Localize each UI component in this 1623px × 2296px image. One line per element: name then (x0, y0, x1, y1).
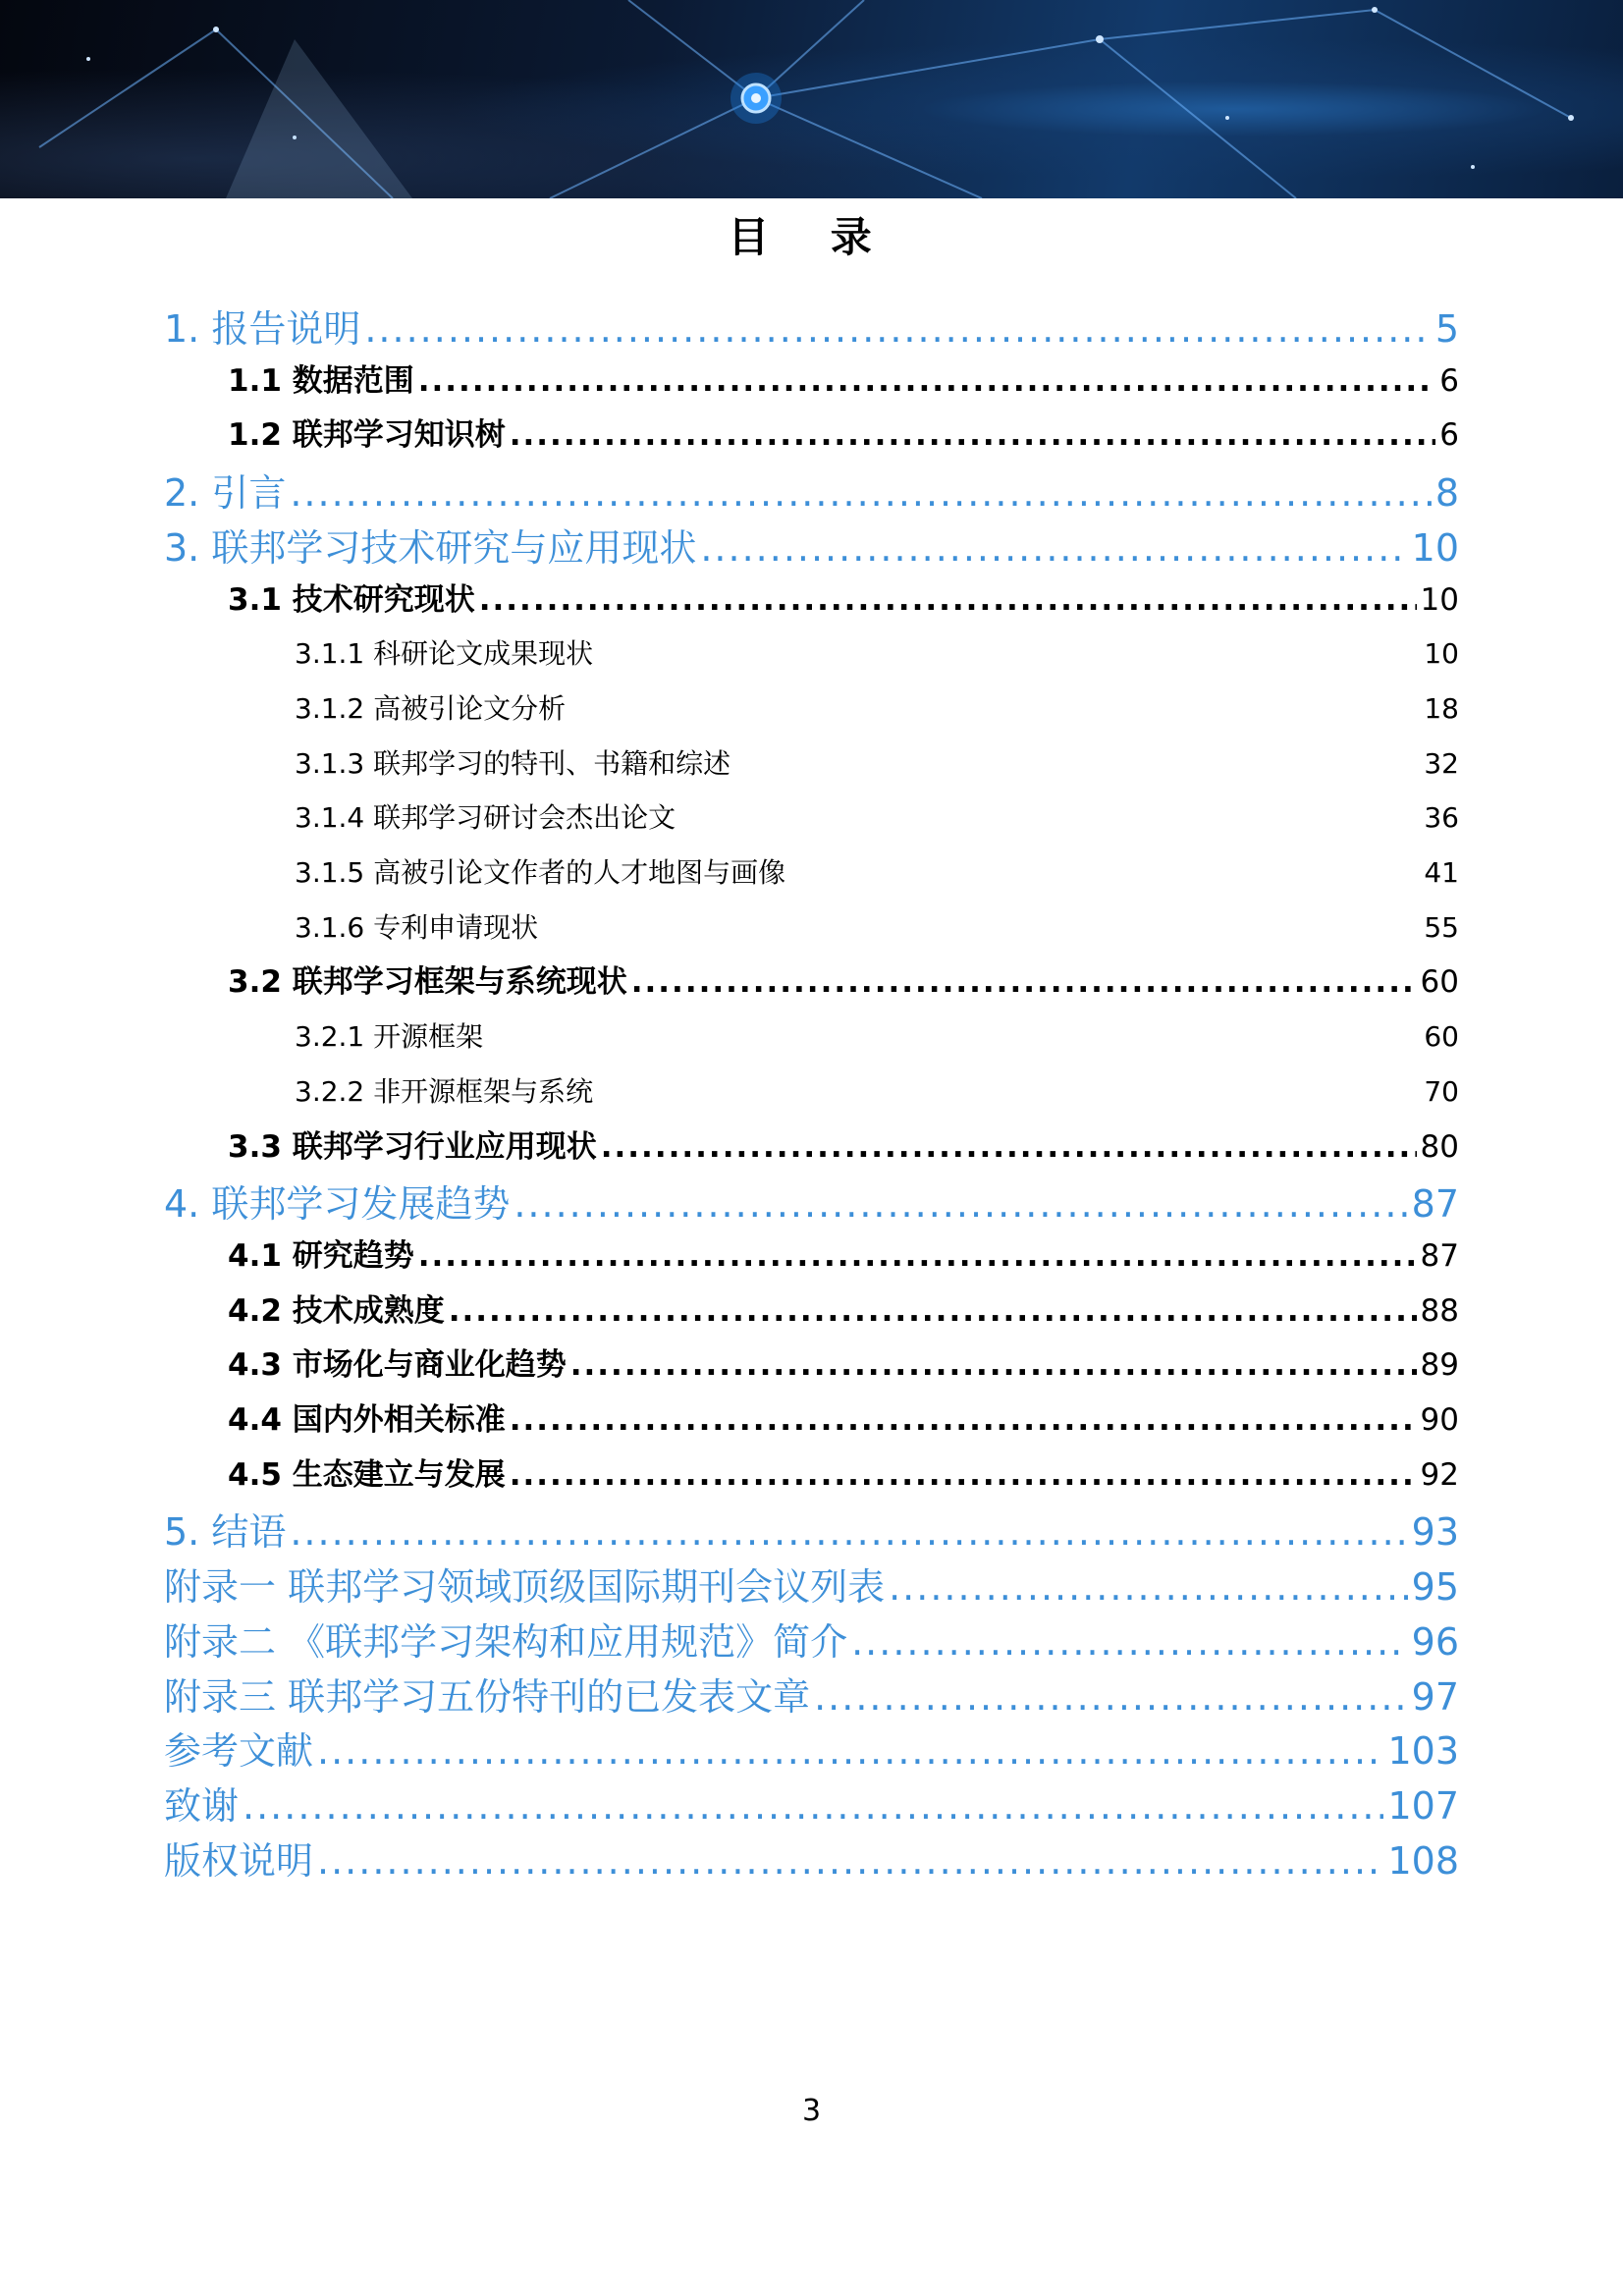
toc-entry-label: 附录三 联邦学习五份特刊的已发表文章 (164, 1674, 811, 1719)
toc-entry-label: 3.1 技术研究现状 (228, 581, 475, 618)
toc-entry-label: 4.1 研究趋势 (228, 1237, 414, 1274)
toc-entry-label: 4.4 国内外相关标准 (228, 1402, 506, 1438)
toc-entry[interactable] (295, 1015, 1459, 1059)
toc-dot-leader (290, 1507, 1407, 1557)
toc-entry-page: 107 (1387, 1783, 1459, 1828)
toc-dot-leader (449, 1289, 1417, 1333)
toc-entry-page: 89 (1420, 1347, 1459, 1384)
toc-entry-page: 55 (1424, 910, 1459, 944)
toc-entry-page: 18 (1424, 691, 1459, 725)
toc-entry-label: 3.1.6 专利申请现状 (295, 910, 539, 944)
toc-entry-label: 3.1.4 联邦学习研讨会杰出论文 (295, 801, 676, 835)
toc-entry[interactable] (164, 1179, 1459, 1229)
toc-entry-page: 87 (1420, 1237, 1459, 1274)
toc-dot-leader (317, 1726, 1383, 1776)
toc-entry-label: 4. 联邦学习发展趋势 (164, 1182, 511, 1227)
toc-entry-page: 108 (1387, 1838, 1459, 1883)
toc-dot-leader (570, 1343, 1417, 1387)
toc-entry-page: 6 (1439, 362, 1459, 399)
toc-entry[interactable] (164, 1672, 1459, 1722)
toc-entry[interactable] (295, 906, 1459, 950)
toc-entry[interactable] (164, 1781, 1459, 1831)
toc-entry-page: 95 (1411, 1565, 1459, 1610)
toc-entry-page: 87 (1411, 1182, 1459, 1227)
toc-entry-label: 3.1.5 高被引论文作者的人才地图与画像 (295, 856, 786, 889)
toc-entry[interactable] (295, 851, 1459, 895)
toc-entry-page: 92 (1420, 1456, 1459, 1493)
toc-dot-leader (889, 1562, 1408, 1612)
toc-entry-label: 1.1 数据范围 (228, 362, 414, 399)
toc-entry-page: 32 (1424, 746, 1459, 780)
toc-entry-label: 3.2 联邦学习框架与系统现状 (228, 964, 627, 1001)
toc-entry-page: 8 (1434, 471, 1459, 516)
toc-dot-leader (851, 1617, 1408, 1667)
toc-entry-label: 3.1.1 科研论文成果现状 (295, 637, 594, 671)
toc-entry-page: 10 (1411, 525, 1459, 570)
toc-entry-page: 60 (1424, 1020, 1459, 1054)
toc-entry-label: 3. 联邦学习技术研究与应用现状 (164, 525, 697, 570)
toc-entry-page: 70 (1424, 1074, 1459, 1108)
toc-entry-page: 93 (1411, 1510, 1459, 1555)
toc-entry[interactable] (228, 1125, 1459, 1169)
toc-dot-leader (514, 1179, 1407, 1229)
toc-entry[interactable] (164, 523, 1459, 573)
toc-entry-page: 5 (1434, 307, 1459, 351)
toc-entry-page: 80 (1420, 1128, 1459, 1165)
toc-entry-label: 附录一 联邦学习领域顶级国际期刊会议列表 (164, 1565, 886, 1610)
toc-entry[interactable] (228, 960, 1459, 1004)
toc-entry[interactable] (164, 1507, 1459, 1557)
toc-dot-leader (510, 1453, 1417, 1497)
toc-entry[interactable] (295, 632, 1459, 676)
network-graphic (0, 0, 1623, 198)
toc-entry-label: 附录二 《联邦学习架构和应用规范》简介 (164, 1619, 848, 1664)
toc-dot-leader (290, 468, 1431, 518)
toc-dot-leader (601, 1125, 1417, 1169)
toc-entry-label: 4.5 生态建立与发展 (228, 1456, 506, 1493)
toc-title: 目 录 (728, 213, 895, 261)
toc-entry-label: 4.2 技术成熟度 (228, 1292, 445, 1329)
toc-entry[interactable] (164, 1617, 1459, 1667)
toc-entry[interactable] (164, 1726, 1459, 1776)
header-banner (0, 0, 1623, 198)
toc-entry-label: 3.2.2 非开源框架与系统 (295, 1074, 594, 1108)
toc-entry-page: 103 (1387, 1729, 1459, 1774)
toc-entry-label: 3.1.3 联邦学习的特刊、书籍和综述 (295, 746, 731, 780)
toc-entry[interactable] (164, 468, 1459, 518)
toc-dot-leader (418, 1234, 1417, 1278)
toc-entry-page: 10 (1420, 581, 1459, 618)
toc-dot-leader (364, 304, 1431, 354)
toc-entry-page: 10 (1424, 637, 1459, 671)
toc-entry[interactable] (228, 578, 1459, 622)
toc-entry-page: 41 (1424, 856, 1459, 889)
toc-dot-leader (700, 523, 1407, 573)
toc-entry[interactable] (295, 796, 1459, 840)
toc-entry[interactable] (295, 687, 1459, 731)
toc-dot-leader (243, 1781, 1383, 1831)
toc-entry-label: 2. 引言 (164, 471, 287, 516)
toc-entry[interactable] (228, 1343, 1459, 1387)
toc-dot-leader (510, 1398, 1417, 1442)
toc-dot-leader (814, 1672, 1408, 1722)
toc-entry[interactable] (228, 413, 1459, 457)
toc-entry[interactable] (164, 304, 1459, 354)
toc-entry[interactable] (164, 1836, 1459, 1886)
toc-entry[interactable] (228, 1453, 1459, 1497)
toc-entry[interactable] (164, 1562, 1459, 1612)
toc-entry[interactable] (295, 1070, 1459, 1114)
toc-entry-label: 版权说明 (164, 1838, 314, 1883)
toc-entry-page: 90 (1420, 1402, 1459, 1438)
toc-dot-leader (510, 413, 1436, 457)
toc-dot-leader (418, 359, 1436, 403)
toc-entry-page: 97 (1411, 1674, 1459, 1719)
toc-dot-leader (479, 578, 1417, 622)
toc-entry-label: 3.1.2 高被引论文分析 (295, 691, 567, 725)
toc-entry[interactable] (295, 742, 1459, 786)
toc-dot-leader (317, 1836, 1383, 1886)
toc-entry-page: 6 (1439, 417, 1459, 454)
toc-entry-page: 60 (1420, 964, 1459, 1001)
toc-entry[interactable] (228, 1289, 1459, 1333)
toc-entry-page: 88 (1420, 1292, 1459, 1329)
toc-dot-leader (631, 960, 1417, 1004)
toc-entry-label: 4.3 市场化与商业化趋势 (228, 1347, 567, 1384)
toc-entry-page: 96 (1411, 1619, 1459, 1664)
toc-entry-label: 致谢 (164, 1783, 240, 1828)
toc-entry-label: 1.2 联邦学习知识树 (228, 417, 506, 454)
toc-entry[interactable] (228, 359, 1459, 403)
page-number: 3 (801, 2094, 822, 2128)
toc-entry-label: 参考文献 (164, 1729, 314, 1774)
toc-entry-label: 5. 结语 (164, 1510, 287, 1555)
toc-entry-label: 3.2.1 开源框架 (295, 1020, 484, 1054)
toc-entry-label: 3.3 联邦学习行业应用现状 (228, 1128, 597, 1165)
toc-entry-label: 1. 报告说明 (164, 307, 361, 351)
toc-entry[interactable] (228, 1234, 1459, 1278)
toc-entry[interactable] (228, 1398, 1459, 1442)
toc-entry-page: 36 (1424, 801, 1459, 835)
